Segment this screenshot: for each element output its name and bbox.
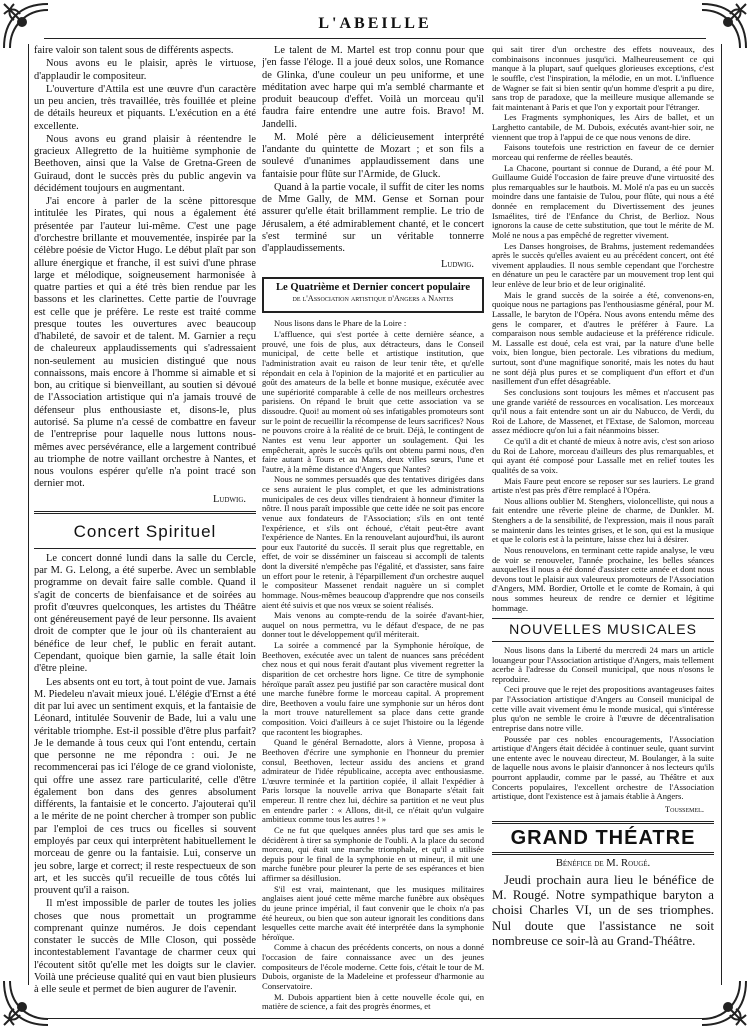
paragraph: Nous lisons dans le Phare de la Loire : — [274, 318, 407, 329]
paragraph: J'ai encore à parler de la scène pittoresque intitulée les Pirates, qui nous a également été présentée par l'auteur lui-même. C'est une page d'orchestre brillante et mouvementée, inspirée par la célèbre poésie de Victor Hugo. Le début plaît par son allure énergique et franche, il est suivi d'une phrase large et mélodique, soigneusement harmonisée à quatre parties et qui a été très bien rendue par les bassons et les clarinettes. Cette partie de l'ouvrage est celle que je préfère. Le reste est traité comme presque toutes les ouvertures avec beaucoup d'habileté, de savoir et de talent. M. Garnier a reçu de chaleureux applaudissements qui s'adressaient non-seulement au musicien distingué que nous connaissons, mais encore à l'homme si aimable et si bon, au critique si bienveillant, au soutien si dévoué de l'Association artistique qui n'a jamais trouvé de défenseur plus enthousiaste et, disons-le, plus autorisé. Sa plume n'a cessé de combattre en faveur de l'entreprise pour laquelle nous luttons nous-mêmes avec persévérance, elle a largement contribué au triomphe de notre vaillant orchestre à Nantes, et nous voulons espérer qu'elle n'a point tracé son dernier mot. — [34, 196, 256, 490]
article-subtitle: de l'Association artistique d'Angers a Nantes — [292, 294, 454, 304]
paragraph: Les Fragments symphoniques, les Airs de ballet, et un Larghetto cantabile, de M. Dubois, exécutés avant-hier soir, ne viennent que trop à l'appui de ce que nous venons de dire. — [492, 112, 714, 142]
paragraph: Ceci prouve que le rejet des propositions avantageuses faites par l'Association artistique d'Angers au Conseil municipal de cette ville avait vivement ému le monde musical, qui s'intéresse plus qu'on ne semble le croire à l'œuvre de décentralisation entreprise dans notre ville. — [492, 684, 714, 733]
paragraph: Il m'est impossible de parler de toutes les jolies choses que nous promettait un programme comprenant quinze numéros. Je dois cependant constater le succès de Mlle Closon, qui possède incontestablement l'avantage de charmer ceux qui l'écoutent sitôt qu'elle met les doigts sur le clavier. Voilà une précieuse qualité qui en vaut bien plusieurs à elle seule et permet de bien augurer de l'avenir. — [34, 898, 256, 996]
paragraph: Le talent de M. Martel est trop connu pour que j'en fasse l'éloge. Il a joué deux solos, une Romance de Glinka, d'une couleur un peu uniforme, et une méditation avec harpe qui m'a semblé charmante et produit beaucoup d'effet. Voilà un morceau qu'il faudra faire entendre une autre fois. Bravo! M. Jandelli. — [262, 45, 484, 130]
column-1 — [34, 45, 256, 1020]
paragraph: Ses conclusions sont toujours les mêmes et n'accusent pas une grande variété de ressources en vocalisation. Les morceaux qu'il nous a fait entendre sont un air du Nabucco, de Verdi, du Roi de Lahore, de Massenet, et l'Extase, de Salomon, morceau assez médiocre qu'on lui a fait néanmoins bisser. — [492, 386, 714, 436]
theatre-title: GRAND THÉATRE — [492, 821, 714, 855]
paragraph: Mais le grand succès de la soirée a été, convenons-en, quoique nous ne partagions pas l'enthousiasme général, pour M. Lassalle, le baryton de l'Opéra. Nous avons entendu même des gens le comparer, et d'autres le préférer à Faure. La comparaison nous semble audacieuse et la préférence ridicule. M. Lassalle est doué, cela est vrai, par la nature d'une belle voix, bien longue, bien pectorale. Les vibrations du medium, surtout, sont d'une magnifique sonorité, mais les notes du haut ne sont déjà plus pures et se compliquent d'un effort et d'un nasillement d'un effet désagréable. — [492, 289, 714, 387]
paragraph: Nous lisons dans la Liberté du mercredi 24 mars un article louangeur pour l'Association artistique d'Angers, mais tellement acerbe à l'adresse du Conseil municipal, que nous n'osons le reproduire. — [492, 644, 714, 684]
paragraph: faire valoir son talent sous de différents aspects. — [34, 45, 234, 56]
left-border — [28, 44, 29, 985]
signature: Toussemel. — [664, 803, 704, 814]
paragraph: Quand le général Bernadotte, alors à Vienne, proposa à Beethoven d'écrire une symphonie en l'honneur du premier consul, Beethoven, lecteur assidu des anciens et grand admirateur de l'idée républicaine, accepta avec enthousiasme. L'œuvre terminée et la partition copiée, il allait l'expédier à Paris lorsque la nouvelle arriva que Bonaparte s'était fait empereur. Il rentre chez lui, déchire sa partition et ne veut plus en entendre parler : « Allons, dit-il, ce n'était qu'un vulgaire ambitieux comme tous les autres ! » — [262, 737, 484, 825]
paragraph: Les absents ont eu tort, à tout point de vue. Jamais M. Piedeleu n'avait mieux joué. L'élégie d'Ernst a été dit par lui avec un sentiment exquis, et la fantaisie de Léonard, intitulée Souvenir de Bade, lui a valu une véritable triomphe. Est-il possible d'être plus parfait? Je le demande à tous ceux qui l'ont entendu, certain que personne ne me répondra : oui. Je ne recommencerai pas ici l'éloge de ce grand violoniste, qui offre une assez rare particularité, celle d'être également bon dans des genres absolument différents, la fantaisie et le concerto. J'ajouterai qu'il a le mérite de ne point chercher à tromper son public par l'emploi de ces trucs ou ficelles si souvent employés par ceux qui interprètent habituellement le morceau de genre ou la fantaisie. Lui, conserve un jeu sobre, large et correct; il reste respectueux de son art, et les succès qu'il recueille de tous côtés lui prouvent qu'il a raison. — [34, 676, 256, 897]
column-2 — [262, 45, 484, 1020]
paragraph: Quand à la partie vocale, il suffit de citer les noms de Mme Gally, de MM. Gense et Sornan pour assurer qu'elle était brillamment remplie. Le trio de Jérusalem, a été admirablement chanté, et le concert s'est terminé sur un véritable tonnerre d'applaudissements. — [262, 181, 484, 255]
right-border — [721, 44, 722, 985]
paragraph: Le concert donné lundi dans la salle du Cercle, par M. G. Lelong, a été superbe. Avec un semblable programme on devait faire salle comble. Quand il s'agit de concerts de bienfaisance et de soirées au profit d'œuvres quelconques, les artistes du Théâtre ont généreusement payé de leur personne. Ils avaient droit de compter que le jour où ils chanteraient au bénéfice de leur chef, le public en ferait autant. Cependant, quoique bien garnie, la salle était loin d'être pleine. — [34, 552, 256, 675]
benefice-title: Bénéfice de M. Rougé. — [555, 857, 651, 869]
paragraph: Faisons toutefois une restriction en faveur de ce dernier morceau qui renferme de réelles beautés. — [492, 142, 714, 162]
paragraph: La soirée a commencé par la Symphonie héroïque, de Beethoven, exécutée avec un talent de nuances sans précédent chez nous et qui nous ferait d'autant plus vivement regretter la disparition de cet orchestre hors ligne. Ce titre de symphonie héroïque paraît assez peu justifié par son caractère musical dont une marche funèbre forme le morceau capital. A proprement dire, Beethoven a voulu faire une symphonie sur un héros dont la mort trouve naturellement sa place dans cette grande composition. Voici d'ailleurs à ce sujet l'histoire ou la légende que racontent les biographes. — [262, 640, 484, 737]
section-divider — [34, 548, 256, 549]
nouvelles-title: NOUVELLES MUSICALES — [492, 618, 714, 642]
paragraph: Ce ne fut que quelques années plus tard que ses amis le décidèrent à tirer sa symphonie de l'oubli. A la place du second morceau, qui était une marche triomphale, et qu'il a utilisée depuis pour le final de la symphonie en ut mineur, il mit une marche funèbre pour pleurer la perte de ses espérances et bien affirmer sa désillusion. — [262, 824, 484, 884]
paragraph: Les Danses hongroises, de Brahms, justement redemandées après le succès qu'elles avaient eu au précédent concert, ont été vivement applaudies. Il nous semble cependant que l'orchestre en dénature un peu le caractère par un mouvement trop lent qui leur enlève de leur brio et de leur originalité. — [492, 240, 714, 289]
paragraph: Poussée par ces nobles encouragements, l'Association artistique d'Angers était décidée à continuer seule, quant survint une entente avec le nouveau directeur, M. Boulanger, à la suite de laquelle nous avons le plaisir d'annoncer à nos lecteurs qu'ils pourront applaudir, comme par le passé, au Théâtre et aux Concerts populaires, l'excellent orchestre de l'Association artistique, dont l'existence est à jamais établie à Angers. — [492, 733, 714, 802]
paragraph: Mais Faure peut encore se reposer sur ses lauriers. Le grand artiste n'est pas près d'être remplacé à l'Opéra. — [492, 475, 714, 496]
paragraph: S'il est vrai, maintenant, que les musiques militaires anglaises aient joué cette même marche funèbre aux obsèques du jeune prince impérial, il faut convenir que le choix n'a pas été heureux, ou bien que son auteur ignorait les conditions dans lesquelles cette marche avait été interprétée dans la symphonie héroïque. — [262, 883, 484, 942]
paragraph: L'ouverture d'Attila est une œuvre d'un caractère un peu ancien, très travaillée, très fouillée et pleine de détails heureux et piquants. L'exécution en a été excellente. — [34, 83, 256, 132]
signature: Ludwig. — [212, 493, 246, 505]
paragraph: Nous renouvelons, en terminant cette rapide analyse, le vœu de voir se renouveler, l'année prochaine, les belles séances auxquelles il nous a été donné d'assister cette année et dont nous devons tout le plaisir aux valeureux promoteurs de l'Association d'Angers, MM. Bordier, Ortolle et le comte de Romain, à qui nous sommes heureux de rendre ce dernier et légitime hommage. — [492, 544, 714, 613]
paragraph: La Chacone, pourtant si connue de Durand, a été pour M. Guillaume Guidé l'occasion de faire preuve d'une virtuosité des plus remarquables sur le hautbois. M. Molé n'a pas eu un succès moindre dans une fantaisie de Tulou, pour flûte, qui nous a été donnée en remplacement du Divertissement des jeunes Ismaélites, tiré de l'Enfance du Christ, de Berlioz. Nous ignorons la cause de cette substitution, que tout le mérite de M. Molé ne nous a pas empêché de regretter vivement. — [492, 162, 714, 240]
paragraph: M. Dubois appartient bien à cette nouvelle école qui, en matière de science, a fait des progrès énormes, et — [262, 991, 484, 1012]
paragraph: Comme à chacun des précédents concerts, on nous a donné l'occasion de faire connaissance avec un des jeunes compositeurs de l'école moderne. Cette fois, c'était le tour de M. Dubois, organiste de la Madeleine et professeur d'harmonie au Conservatoire. — [262, 942, 484, 991]
paragraph: M. Molé père a délicieusement interprété l'andante du quintette de Mozart ; et son fils a soulevé d'unanimes applaudissement dans une fantaisie pour flûte sur l'Armide, de Gluck. — [262, 131, 484, 180]
top-border — [44, 38, 706, 39]
signature: Ludwig. — [440, 258, 474, 270]
page-title: L'ABEILLE — [318, 15, 432, 32]
paragraph: L'affluence, qui s'est portée à cette dernière séance, a prouvé, une fois de plus, aux détracteurs, dans le Conseil municipal, de cette belle et artistique institution, que l'administration avait eu raison de leur tenir tête, et qu'elle répondait en cela à l'opinion de la majorité et en particulier au goût des amateurs de la belle et bonne musique, exécutée avec une supériorité comparable à celle de nos meilleurs orchestres parisiens. On répand le bruit que cette association va se dissoudre. Quoi! au moment où ses infatigables promoteurs sont sur le point de recueillir la récompense de leurs sacrifices? Nous ne pouvons croire à la réalité de ce bruit. Déjà, le contingent de Nantes est venu leur apporter un soulagement. Qui les empêcherait, après le succès qu'ils ont obtenu parmi nous, d'en faire autant à Tours et au Mans, deux villes sœurs, l'une et l'autre, à la même distance d'Angers que Nantes? — [262, 329, 484, 474]
concert-title: Concert Spirituel — [73, 521, 217, 541]
column-3 — [492, 45, 714, 1020]
paragraph: Mais venons au compte-rendu de la soirée d'avant-hier, auquel on nous permettra, vu le défaut d'espace, de ne pas donner tout le développement qu'il mériterait. — [262, 610, 484, 640]
paragraph: Nous avons eu le plaisir, après le virtuose, d'applaudir le compositeur. — [34, 58, 256, 82]
paragraph: Nous allions oublier M. Stenghers, violoncelliste, qui nous a fait entendre une rêverie pleine de charme, de Dunkler. M. Stenghers a de la sensibilité, de l'expression, mais il nous paraît se maintenir dans les teintes grises, et le son, qui est la musique et que le coloris est à la peinture, laisse chez lui à désirer. — [492, 495, 714, 545]
paragraph: Nous avons eu grand plaisir à réentendre le gracieux Allegretto de la huitième symphonie de Beethoven, ainsi que la Valse de Gretna-Green de Guiraud, dont le succès près du public angevin va décidément toujours en augmentant. — [34, 133, 256, 194]
paragraph: qui sait tirer d'un orchestre des effets nouveaux, des combinaisons inconnues jusqu'ici. Malheureusement ce qui manque à la plupart, sauf quelques glorieuses exceptions, c'est le souffle, c'est l'inspiration, la mélodie, en un mot. L'influence de Wagner se fait si bien sentir qu'un homme d'esprit a pu dire, sans trop de paradoxe, que la meilleure musique allemande se fait maintenant à Paris et que l'on y exportait pour l'étranger. — [492, 45, 714, 112]
paragraph: Jeudi prochain aura lieu le bénéfice de M. Rougé. Notre sympathique baryton a choisi Charles VI, un de ses triomphes. Nul doute que l'assistance ne soit nombreuse ce soir-là au Grand-Théâtre. — [492, 872, 714, 949]
paragraph: Ce qu'il a dit et chanté de mieux à notre avis, c'est son arioso du Roi de Lahore, morceau d'ailleurs des plus remarquables, et qui ayant été composé pour Lassalle met en relief toutes les qualités de sa voix. — [492, 436, 714, 475]
article-title: Le Quatrième et Dernier concert populaire — [275, 281, 471, 293]
paragraph: Nous ne sommes persuadés que des tentatives dirigées dans ce sens auraient le plus complet, et que les administrations municipales de ces deux villes tiendraient à honneur d'imiter la nôtre. Il nous paraît impossible que cette idée ne soit pas encore venue aux fondateurs de l'Association; s'ils en ont tenté l'expérience, et s'ils ont échoué, c'était peut-être avant l'expérience de Nantes. En la renouvelant aujourd'hui, ils auront pour eux l'autorité du succès. Il serait plus que regrettable, en effet, de voir se disséminer un faisceau si accompli de talents dont la diversité n'empêche pas l'égalité, et d'assister, sans faire un effort pour le retenir, à l'éparpillement d'un orchestre auquel le compositeur Massenet rendait naguère un si complet hommage. Nous-mêmes beaucoup d'apprendre que nos conseils aient été suivis et que nos vœux se soient réalisés. — [262, 474, 484, 610]
article-header — [262, 277, 484, 314]
section-divider — [34, 511, 256, 514]
